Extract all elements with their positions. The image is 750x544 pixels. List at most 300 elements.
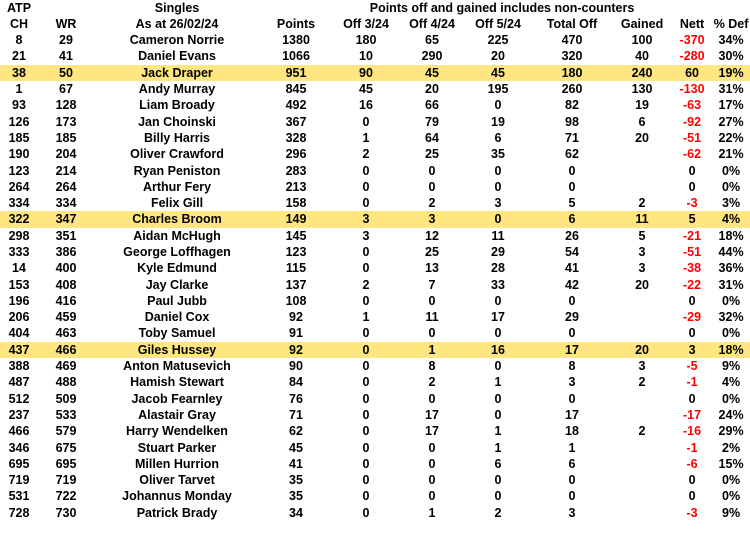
cell-nett: -63	[683, 98, 702, 113]
cell-total-off: 18	[565, 424, 579, 439]
cell-pct-def: 27%	[718, 114, 744, 129]
cell-gained	[612, 146, 672, 162]
cell-ch: 196	[8, 293, 30, 308]
cell-off-3: 1	[362, 310, 370, 325]
cell-off-5: 6	[494, 130, 502, 145]
cell-points: 367	[285, 114, 307, 129]
cell-nett: 0	[688, 489, 696, 504]
cell-total-off: 82	[565, 98, 579, 113]
table-row	[0, 391, 750, 407]
cell-pct-def: 21%	[718, 147, 744, 162]
cell-total-off: 320	[561, 49, 583, 64]
cell-ch: 190	[8, 147, 30, 162]
cell-total-off: 0	[568, 326, 576, 341]
cell-pct-def: 19%	[712, 65, 750, 81]
cell-pct-def: 18%	[718, 228, 744, 243]
cell-nett: -5	[686, 359, 698, 374]
cell-off-4: 66	[425, 98, 439, 113]
cell-wr: 416	[55, 293, 77, 308]
cell-wr: 29	[59, 33, 73, 48]
cell-total-off: 17	[532, 342, 612, 358]
cell-player-name: Stuart Parker	[137, 440, 217, 455]
cell-gained	[612, 293, 672, 309]
cell-nett: -6	[686, 456, 698, 471]
cell-gained	[612, 456, 672, 472]
cell-off-4: 2	[428, 375, 436, 390]
cell-off-4: 290	[421, 49, 443, 64]
cell-off-5: 0	[494, 473, 502, 488]
cell-player-name: Alastair Gray	[138, 407, 216, 422]
cell-off-5: 35	[491, 147, 505, 162]
cell-total-off: 6	[532, 211, 612, 227]
cell-gained	[612, 391, 672, 407]
cell-off-5: 1	[494, 424, 502, 439]
cell-points: 213	[285, 179, 307, 194]
cell-nett: -29	[683, 310, 702, 325]
cell-off-4: 17	[425, 407, 439, 422]
cell-off-3: 0	[362, 114, 370, 129]
cell-pct-def: 9%	[722, 505, 741, 520]
cell-wr: 719	[55, 473, 77, 488]
cell-ch: 531	[8, 489, 30, 504]
cell-player-name: Giles Hussey	[94, 342, 260, 358]
cell-nett: -51	[683, 130, 702, 145]
cell-ch: 206	[8, 310, 30, 325]
cell-off-3: 90	[332, 65, 400, 81]
cell-off-5: 0	[494, 98, 502, 113]
cell-player-name: Aidan McHugh	[133, 228, 221, 243]
cell-off-5: 33	[491, 277, 505, 292]
cell-pct-def: 18%	[712, 342, 750, 358]
cell-off-4: 0	[428, 456, 436, 471]
cell-player-name: Arthur Fery	[142, 179, 212, 194]
cell-off-4: 25	[425, 147, 439, 162]
table-row	[0, 32, 750, 48]
table-row	[0, 195, 750, 211]
cell-nett: -92	[683, 114, 702, 129]
table-row	[0, 228, 750, 244]
cell-player-name: Toby Samuel	[138, 326, 216, 341]
cell-points: 137	[285, 277, 307, 292]
cell-off-5: 0	[494, 391, 502, 406]
cell-off-5: 0	[494, 489, 502, 504]
table-row	[0, 179, 750, 195]
cell-gained: 19	[635, 98, 649, 113]
cell-gained	[612, 407, 672, 423]
cell-nett: -22	[683, 277, 702, 292]
cell-points: 145	[285, 228, 307, 243]
cell-off-3: 0	[362, 375, 370, 390]
header-off-3: Off 3/24	[343, 17, 389, 31]
cell-off-4: 65	[425, 33, 439, 48]
cell-off-4: 0	[428, 473, 436, 488]
header-blank	[38, 0, 94, 16]
cell-ch: 126	[8, 114, 30, 129]
cell-off-4: 79	[425, 114, 439, 129]
cell-wr: 400	[55, 261, 77, 276]
cell-player-name: Daniel Cox	[144, 310, 210, 325]
table-row	[0, 423, 750, 439]
cell-nett: -130	[679, 82, 705, 97]
cell-ch: 695	[8, 456, 30, 471]
cell-off-3: 45	[359, 82, 373, 97]
cell-ch: 8	[15, 33, 23, 48]
table-row	[0, 260, 750, 276]
table-row	[0, 358, 750, 374]
cell-total-off: 8	[568, 359, 576, 374]
table-row	[0, 113, 750, 129]
header-singles: Singles	[154, 1, 200, 15]
cell-off-5: 6	[494, 456, 502, 471]
cell-off-4: 1	[400, 342, 464, 358]
cell-gained	[612, 472, 672, 488]
cell-gained: 240	[612, 65, 672, 81]
cell-nett: -21	[683, 228, 702, 243]
cell-total-off: 0	[568, 163, 576, 178]
cell-off-3: 2	[362, 147, 370, 162]
header-wr: WR	[55, 17, 77, 31]
cell-wr: 466	[38, 342, 94, 358]
cell-player-name: Cameron Norrie	[129, 33, 225, 48]
cell-player-name: George Loffhagen	[123, 245, 231, 259]
cell-gained: 100	[631, 33, 653, 48]
cell-total-off: 41	[565, 261, 579, 276]
cell-total-off: 1	[568, 440, 576, 455]
cell-off-3: 0	[362, 179, 370, 194]
table-body	[0, 32, 750, 521]
header-gained: Gained	[620, 17, 664, 31]
cell-off-5: 1	[494, 375, 502, 390]
cell-player-name: Kyle Edmund	[137, 261, 217, 276]
cell-ch: 21	[12, 49, 26, 64]
cell-gained: 3	[638, 359, 646, 374]
cell-total-off: 26	[565, 228, 579, 243]
cell-wr: 214	[55, 163, 77, 178]
header-off-5: Off 5/24	[475, 17, 521, 31]
cell-wr: 579	[55, 424, 77, 439]
cell-ch: 487	[8, 375, 30, 390]
cell-gained: 20	[612, 342, 672, 358]
cell-off-3: 3	[332, 211, 400, 227]
cell-wr: 533	[55, 407, 77, 422]
cell-total-off: 71	[565, 130, 579, 145]
cell-pct-def: 17%	[718, 98, 744, 113]
cell-pct-def: 4%	[712, 211, 750, 227]
cell-off-4: 0	[428, 489, 436, 504]
cell-total-off: 42	[565, 277, 579, 292]
cell-off-3: 0	[332, 342, 400, 358]
cell-nett: 0	[688, 391, 696, 406]
cell-pct-def: 15%	[718, 456, 744, 471]
cell-total-off: 0	[568, 179, 576, 194]
cell-player-name: Andy Murray	[138, 82, 216, 97]
cell-nett: -1	[686, 375, 698, 390]
table-row	[0, 48, 750, 64]
cell-pct-def: 3%	[722, 196, 741, 211]
cell-pct-def: 9%	[722, 359, 741, 374]
cell-off-3: 0	[362, 505, 370, 520]
header-atp: ATP	[6, 1, 32, 15]
cell-total-off: 0	[568, 473, 576, 488]
cell-player-name: Harry Wendelken	[126, 424, 228, 439]
table-row	[0, 342, 750, 358]
cell-nett: 0	[688, 473, 696, 488]
cell-points: 35	[289, 489, 303, 504]
cell-ch: 437	[0, 342, 38, 358]
cell-wr: 347	[38, 211, 94, 227]
cell-pct-def: 36%	[718, 261, 744, 276]
header-note: Points off and gained includes non-counters	[369, 1, 635, 15]
cell-points: 76	[289, 391, 303, 406]
cell-nett: -51	[683, 245, 702, 259]
cell-total-off: 17	[565, 407, 579, 422]
cell-gained: 2	[638, 196, 646, 211]
cell-gained	[612, 439, 672, 455]
table-row	[0, 211, 750, 227]
table-row	[0, 65, 750, 81]
cell-off-3: 0	[362, 473, 370, 488]
cell-gained: 130	[631, 82, 653, 97]
cell-points: 123	[285, 245, 307, 259]
cell-pct-def: 44%	[718, 245, 744, 259]
cell-off-5: 3	[494, 196, 502, 211]
cell-points: 90	[289, 359, 303, 374]
cell-off-4: 0	[428, 293, 436, 308]
cell-wr: 509	[55, 391, 77, 406]
cell-off-4: 1	[428, 505, 436, 520]
cell-ch: 298	[8, 228, 30, 243]
cell-player-name: Billy Harris	[143, 130, 210, 145]
cell-off-3: 0	[362, 196, 370, 211]
cell-wr: 488	[55, 375, 77, 390]
cell-pct-def: 0%	[722, 326, 741, 341]
cell-wr: 50	[38, 65, 94, 81]
cell-pct-def: 0%	[722, 489, 741, 504]
cell-points: 108	[285, 293, 307, 308]
cell-off-3: 0	[362, 359, 370, 374]
cell-nett: -3	[686, 196, 698, 211]
cell-nett: -17	[683, 407, 702, 422]
table-row	[0, 276, 750, 292]
cell-ch: 123	[8, 163, 30, 178]
cell-off-5: 16	[464, 342, 532, 358]
cell-gained: 20	[635, 277, 649, 292]
header-as-at: As at 26/02/24	[135, 17, 219, 31]
table-row	[0, 309, 750, 325]
cell-nett: -1	[686, 440, 698, 455]
cell-off-3: 0	[362, 261, 370, 276]
cell-off-4: 0	[428, 391, 436, 406]
cell-pct-def: 32%	[718, 310, 744, 325]
cell-nett: -62	[683, 147, 702, 162]
cell-pct-def: 22%	[718, 130, 744, 145]
cell-points: 1380	[282, 33, 310, 48]
cell-wr: 695	[55, 456, 77, 471]
cell-wr: 469	[55, 359, 77, 374]
cell-off-4: 64	[425, 130, 439, 145]
cell-off-4: 2	[428, 196, 436, 211]
cell-gained	[612, 488, 672, 504]
cell-points: 62	[289, 424, 303, 439]
cell-wr: 41	[59, 49, 73, 64]
table-row	[0, 130, 750, 146]
cell-off-3: 0	[362, 489, 370, 504]
cell-off-4: 45	[400, 65, 464, 81]
cell-nett: -38	[683, 261, 702, 276]
cell-off-4: 17	[425, 424, 439, 439]
cell-gained: 6	[638, 114, 646, 129]
cell-off-4: 25	[425, 245, 439, 259]
cell-points: 35	[289, 473, 303, 488]
table-row	[0, 81, 750, 97]
cell-off-5: 0	[494, 293, 502, 308]
cell-player-name: Jack Draper	[94, 65, 260, 81]
cell-ch: 264	[8, 179, 30, 194]
cell-gained: 2	[638, 424, 646, 439]
header-blank	[712, 0, 750, 16]
cell-player-name: Ryan Peniston	[133, 163, 221, 178]
cell-off-5: 2	[494, 505, 502, 520]
cell-wr: 730	[55, 505, 77, 520]
header-ch: CH	[9, 17, 29, 31]
cell-off-5: 195	[487, 82, 509, 97]
cell-off-5: 225	[487, 33, 509, 48]
cell-ch: 93	[12, 98, 26, 113]
table-row	[0, 407, 750, 423]
cell-off-4: 0	[428, 326, 436, 341]
cell-nett: 3	[672, 342, 712, 358]
cell-nett: -280	[679, 49, 705, 64]
cell-off-5: 45	[464, 65, 532, 81]
cell-off-5: 1	[494, 440, 502, 455]
cell-gained: 3	[638, 261, 646, 276]
cell-off-4: 0	[428, 163, 436, 178]
cell-wr: 459	[55, 310, 77, 325]
cell-pct-def: 0%	[722, 179, 741, 194]
cell-nett: 5	[672, 211, 712, 227]
cell-wr: 722	[55, 489, 77, 504]
cell-gained: 3	[638, 245, 646, 259]
table-row	[0, 472, 750, 488]
cell-off-3: 0	[362, 326, 370, 341]
cell-player-name: Paul Jubb	[147, 293, 207, 308]
cell-wr: 463	[55, 326, 77, 341]
cell-off-3: 0	[362, 424, 370, 439]
cell-total-off: 54	[565, 245, 579, 259]
cell-off-3: 1	[362, 130, 370, 145]
cell-off-4: 11	[425, 310, 439, 325]
header-row-1	[0, 0, 750, 16]
cell-wr: 408	[55, 277, 77, 292]
table-row	[0, 505, 750, 521]
cell-player-name: Felix Gill	[150, 196, 204, 211]
cell-wr: 675	[55, 440, 77, 455]
cell-off-3: 0	[362, 245, 370, 259]
cell-points: 951	[260, 65, 332, 81]
cell-points: 1066	[282, 49, 310, 64]
header-blank	[672, 0, 712, 16]
cell-wr: 128	[55, 98, 77, 113]
cell-gained	[612, 179, 672, 195]
cell-total-off: 0	[568, 293, 576, 308]
cell-ch: 346	[8, 440, 30, 455]
cell-ch: 466	[8, 424, 30, 439]
cell-player-name: Oliver Crawford	[130, 147, 224, 162]
cell-ch: 153	[8, 277, 30, 292]
table-row	[0, 146, 750, 162]
cell-off-5: 29	[491, 245, 505, 259]
cell-player-name: Liam Broady	[139, 98, 215, 113]
cell-pct-def: 34%	[718, 33, 744, 48]
cell-gained	[612, 309, 672, 325]
cell-off-4: 7	[428, 277, 436, 292]
cell-off-4: 0	[428, 440, 436, 455]
cell-pct-def: 0%	[722, 163, 741, 178]
header-points: Points	[276, 17, 316, 31]
cell-wr: 173	[55, 114, 77, 129]
cell-ch: 333	[8, 245, 30, 259]
cell-points: 845	[285, 82, 307, 97]
cell-nett: -3	[686, 505, 698, 520]
table-row	[0, 162, 750, 178]
cell-nett: 60	[672, 65, 712, 81]
cell-total-off: 470	[561, 33, 583, 48]
cell-nett: 0	[688, 179, 696, 194]
cell-points: 41	[289, 456, 303, 471]
header-nett: Nett	[679, 17, 705, 31]
cell-total-off: 260	[561, 82, 583, 97]
cell-total-off: 5	[568, 196, 576, 211]
cell-player-name: Millen Hurrion	[134, 456, 220, 471]
cell-off-5: 0	[464, 211, 532, 227]
cell-gained	[612, 505, 672, 521]
cell-off-3: 0	[362, 163, 370, 178]
table-row	[0, 456, 750, 472]
cell-points: 115	[285, 261, 307, 276]
cell-wr: 334	[55, 196, 77, 211]
header-blank	[260, 0, 332, 16]
cell-off-5: 19	[491, 114, 505, 129]
cell-gained	[612, 325, 672, 341]
cell-total-off: 62	[565, 147, 579, 162]
table-row	[0, 244, 750, 260]
cell-player-name: Hamish Stewart	[130, 375, 224, 390]
cell-off-4: 13	[425, 261, 439, 276]
cell-off-5: 28	[491, 261, 505, 276]
table-row	[0, 439, 750, 455]
cell-off-3: 0	[362, 293, 370, 308]
cell-total-off: 0	[568, 489, 576, 504]
cell-ch: 1	[15, 82, 23, 97]
cell-gained: 2	[638, 375, 646, 390]
header-row-2	[0, 16, 750, 32]
cell-points: 45	[289, 440, 303, 455]
cell-off-4: 8	[428, 359, 436, 374]
cell-total-off: 29	[565, 310, 579, 325]
cell-off-3: 3	[362, 228, 370, 243]
cell-total-off: 6	[568, 456, 576, 471]
cell-off-4: 20	[425, 82, 439, 97]
cell-off-5: 20	[491, 49, 505, 64]
cell-player-name: Oliver Tarvet	[139, 473, 215, 488]
cell-wr: 386	[55, 245, 77, 259]
cell-points: 158	[285, 196, 307, 211]
cell-ch: 512	[8, 391, 30, 406]
cell-ch: 237	[8, 407, 30, 422]
cell-off-3: 0	[362, 440, 370, 455]
cell-ch: 14	[12, 261, 26, 276]
cell-points: 328	[285, 130, 307, 145]
